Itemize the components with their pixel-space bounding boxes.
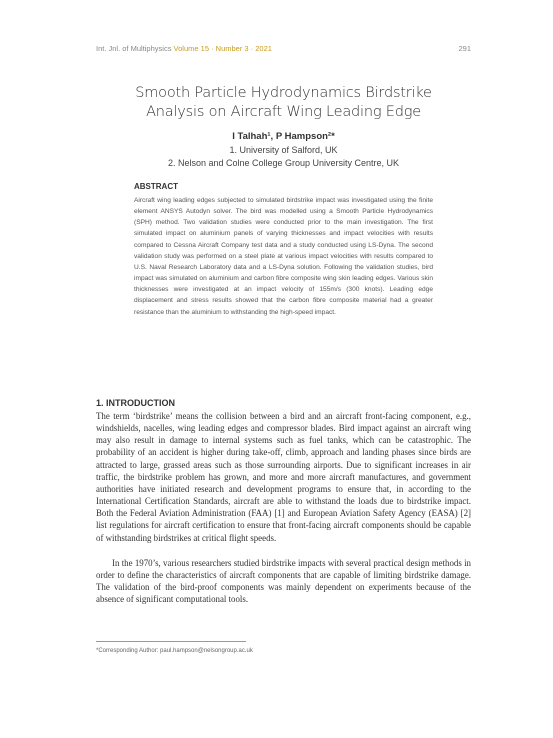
page-number: 291 xyxy=(458,44,471,53)
introduction-paragraph-2: In the 1970’s, various researchers studied birdstrike impacts with several practical design methods in order to define the characteristics of aircraft components that are capable of limiting birdstrike damage. The validation of the bird-proof components was mainly dependent on experiments because of the absence of significant computational tools. xyxy=(96,558,471,605)
affiliation-2: 2. Nelson and Colne College Group University Centre, UK xyxy=(167,158,400,168)
abstract-text: Aircraft wing leading edges subjected to simulated birdstrike impact was investigated using the finite element ANSYS Autodyn solver. The bird was modelled using a Smooth Particle Hydrodynamics (SPH) method. Two validation studies were conducted prior to the main investigation. The first simulated impact on aluminium panels of varying thicknesses and impact velocities with results compared to Cessna Aircraft Company test data and a study conducted using LS-Dyna. The second validation study was performed on a steel plate at various impact velocities with results compared to U.S. Naval Research Laboratory data and a LS-Dyna solution. Following the validation studies, bird impact was simulated on aluminium and carbon fibre composite wing skin leading edges. Various skin thicknesses were investigated at an impact velocity of 155m/s (300 knots). Leading edge displacement and stress results showed that the carbon fibre composite material had a greater resistance than the aluminium to withstanding the high-speed impact. xyxy=(134,197,433,316)
paper-title xyxy=(96,84,471,122)
introduction-paragraph-1: The term ‘birdstrike’ means the collision between a bird and an aircraft front-facing component, e.g., windshields, nacelles, wing leading edges and compressor blades. Bird impact against an aircraft wing may also result in damage to internal systems such as fuel tanks, which can be catastrophic. The probability of an accident is higher during take-off, climb, approach and landing phases since birds are attracted to large, grassed areas such as those surrounding airports. Due to significant increases in air traffic, the birdstrike problem has grown, and more and more aircraft manufactures, and government authorities have initiated research and development programs to ensure that, in according to the International Certification Standards, aircraft are able to withstand the loads due to birdstrike impact. Both the Federal Aviation Administration (FAA) [1] and European Aviation Safety Agency (EASA) [2] list regulations for aircraft certification to ensure that front-facing aircraft components should be capable of withstanding birdstrikes at critical flight speeds. xyxy=(96,411,471,543)
volume-issue: Volume 15 · Number 3 · 2021 xyxy=(173,44,272,53)
abstract-heading: ABSTRACT xyxy=(134,182,178,191)
title-line-1: Smooth Particle Hydrodynamics Birdstrike xyxy=(135,85,432,101)
journal-name: Int. Jnl. of Multiphysics xyxy=(96,44,172,53)
authors: I Talhah¹, P Hampson²* xyxy=(232,131,335,142)
corresponding-author-footnote: *Corresponding Author: paul.hampson@nelsongroup.ac.uk xyxy=(96,648,253,654)
footnote-divider xyxy=(96,641,246,642)
running-head xyxy=(96,44,471,53)
introduction-heading: 1. INTRODUCTION xyxy=(96,398,176,408)
affiliation-1: 1. University of Salford, UK xyxy=(229,145,338,155)
title-line-2: Analysis on Aircraft Wing Leading Edge xyxy=(146,104,421,120)
